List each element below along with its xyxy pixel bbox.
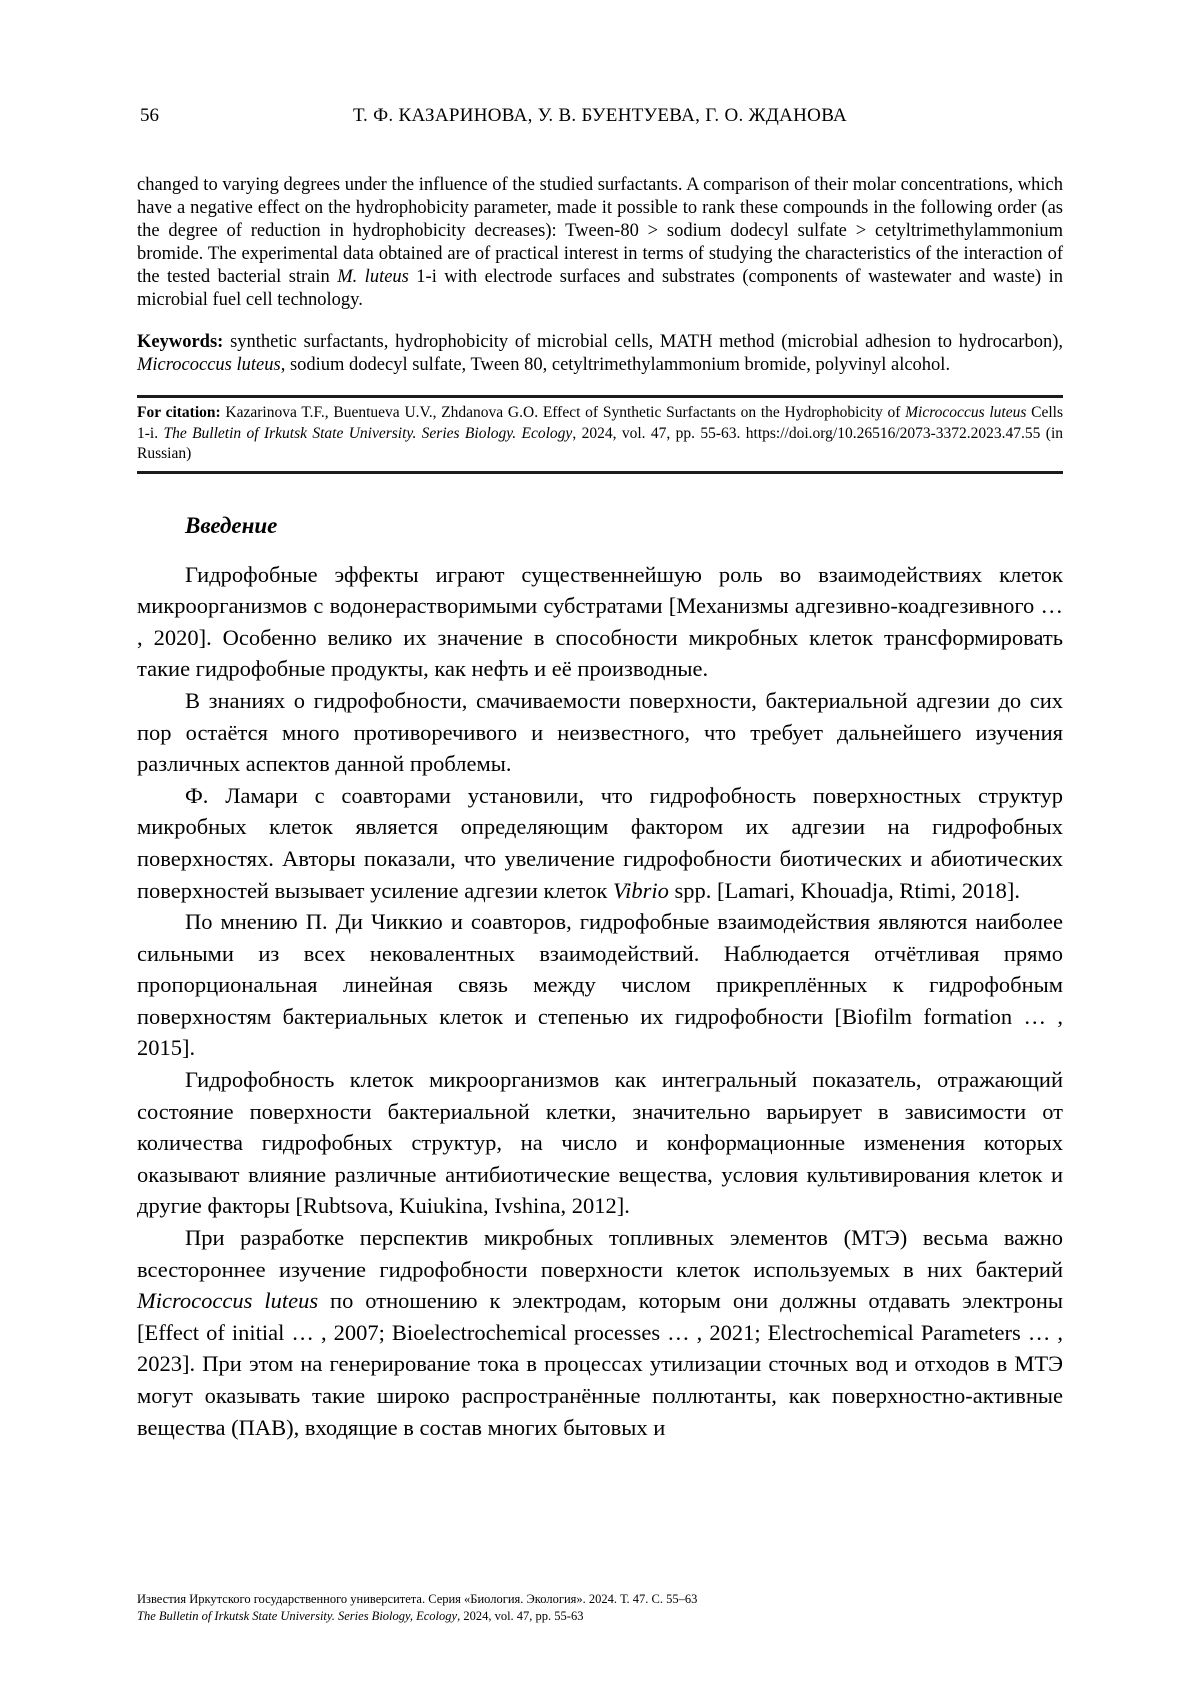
footer-line-english-rest: , 2024, vol. 47, pp. 55-63 xyxy=(457,1609,584,1623)
intro-paragraph-3 xyxy=(137,780,1063,906)
intro-paragraph-5: Гидрофобность клеток микроорганизмов как интегральный показатель, отражающий состояние поверхности бактериальной клетки, значительно варьирует в зависимости от количества гидрофобных структур, на число и конформационные изменения которых оказывают влияние различные антибиотические вещества, условия культивирования клеток и другие факторы [Rubtsova, Kuiukina, Ivshina, 2012]. xyxy=(137,1067,1063,1219)
citation-text-1: Kazarinova T.F., Buentueva U.V., Zhdanova G.O. Effect of Synthetic Surfactants on the Hydrophobicity of xyxy=(220,404,906,421)
for-citation-block xyxy=(137,395,1063,474)
intro-paragraph-4: По мнению П. Ди Чиккио и соавторов, гидрофобные взаимодействия являются наиболее сильными из всех нековалентных взаимодействий. Наблюдается отчётливая прямо пропорциональная линейная связь между числом прикреплённых к гидрофобным поверхностям бактериальных клеток и степенью их гидрофобности [Biofilm formation … , 2015]. xyxy=(137,909,1063,1061)
abstract-paragraph xyxy=(137,174,1063,312)
intro-p3-text-2: spp. [Lamari, Khouadja, Rtimi, 2018]. xyxy=(668,877,1021,903)
keywords-label: Keywords: xyxy=(137,331,224,352)
intro-paragraph-2: В знаниях о гидрофобности, смачиваемости поверхности, бактериальной адгезии до сих пор остаётся много противоречивого и неизвестного, что требует дальнейшего изучения различных аспектов данной проблемы. xyxy=(137,687,1063,777)
intro-p6-text-1: При разработке перспектив микробных топливных элементов (МТЭ) весьма важно всестороннее изучение гидрофобности поверхности клеток используемых в них бактерий xyxy=(137,1225,1063,1282)
keywords-paragraph xyxy=(137,331,1063,377)
section-heading-introduction: Введение xyxy=(185,512,278,538)
text-column xyxy=(137,0,1063,1443)
species-name: Vibrio xyxy=(613,877,669,903)
keywords-text-2: , sodium dodecyl sulfate, Tween 80, cetyltrimethylammonium bromide, polyvinyl alcohol. xyxy=(280,354,951,375)
intro-p3-text-1: Ф. Ламари с соавторами установили, что гидрофобность поверхностных структур микробных клеток является определяющим фактором их адгезии на гидрофобных поверхностях. Авторы показали, что увеличение гидрофобности биотических и абиотических поверхностей вызывает усиление адгезии клеток xyxy=(137,782,1063,903)
species-name: Micrococcus luteus xyxy=(137,1288,319,1314)
intro-paragraph-1: Гидрофобные эффекты играют существеннейшую роль во взаимодействиях клеток микроорганизмов с водонерастворимыми субстратами [Механизмы адгезивно-коадгезивного … , 2020]. Особенно велико их значение в способности микробных клеток трансформировать такие гидрофобные продукты, как нефть и её производные. xyxy=(137,561,1063,682)
species-name: Micrococcus luteus xyxy=(905,404,1027,421)
running-head xyxy=(137,104,1063,128)
page-number: 56 xyxy=(140,105,159,126)
abstract-text-1: changed to varying degrees under the influence of the studied surfactants. A comparison of their molar concentrations, which have a negative effect on the hydrophobicity parameter, made it possible to rank these compounds in the following order (as the degree of reduction in hydrophobicity decreases): Tween-80 > sodium dodecyl sulfate > cetyltrimethylammonium bromide. The experimental data obtained are of practical interest in terms of studying the characteristics of the interaction of the tested bacterial strain xyxy=(137,175,1063,287)
journal-title: The Bulletin of Irkutsk State University. Series Biology. Ecology xyxy=(163,424,573,442)
citation-label: For citation: xyxy=(137,404,221,421)
running-head-authors: Т. Ф. КАЗАРИНОВА, У. В. БУЕНТУЕВА, Г. О. ЖДАНОВА xyxy=(352,105,848,126)
footer-line-russian: Известия Иркутского государственного университета. Серия «Биология. Экология». 2024. Т. 47. С. 55–63 xyxy=(137,1592,698,1606)
intro-paragraph-6 xyxy=(137,1222,1063,1443)
journal-title: The Bulletin of Irkutsk State University. Series Biology, Ecology xyxy=(137,1609,458,1623)
footer-line-english xyxy=(137,1608,1063,1625)
abstract-text-2: 1-i with electrode surfaces and substrates (components of wastewater and waste) in microbial fuel cell technology. xyxy=(137,267,1063,310)
keywords-text-1: synthetic surfactants, hydrophobicity of microbial cells, MATH method (microbial adhesion to hydrocarbon), xyxy=(223,331,1063,352)
page-footer xyxy=(137,1591,1063,1625)
citation-text-3: , 2024, vol. 47, pp. 55-63. https://doi.org/10.26516/2073-3372.2023.47.55 (in Russian) xyxy=(137,424,1063,462)
species-name: Micrococcus luteus xyxy=(137,354,281,375)
intro-p6-text-2: по отношению к электродам, которым они должны отдавать электроны [Effect of initial … , 2007; Bioelectrochemical processes … , 2021; Electrochemical Parameters … , 2023]. При этом на генерирование тока в процессах утилизации сточных вод и отходов в МТЭ могут оказывать такие широко распространённые поллютанты, как поверхностно-активные вещества (ПАВ), входящие в состав многих бытовых и xyxy=(137,1288,1063,1440)
citation-text-2: Cells 1-i. xyxy=(137,404,1064,442)
species-name: M. luteus xyxy=(337,267,409,287)
